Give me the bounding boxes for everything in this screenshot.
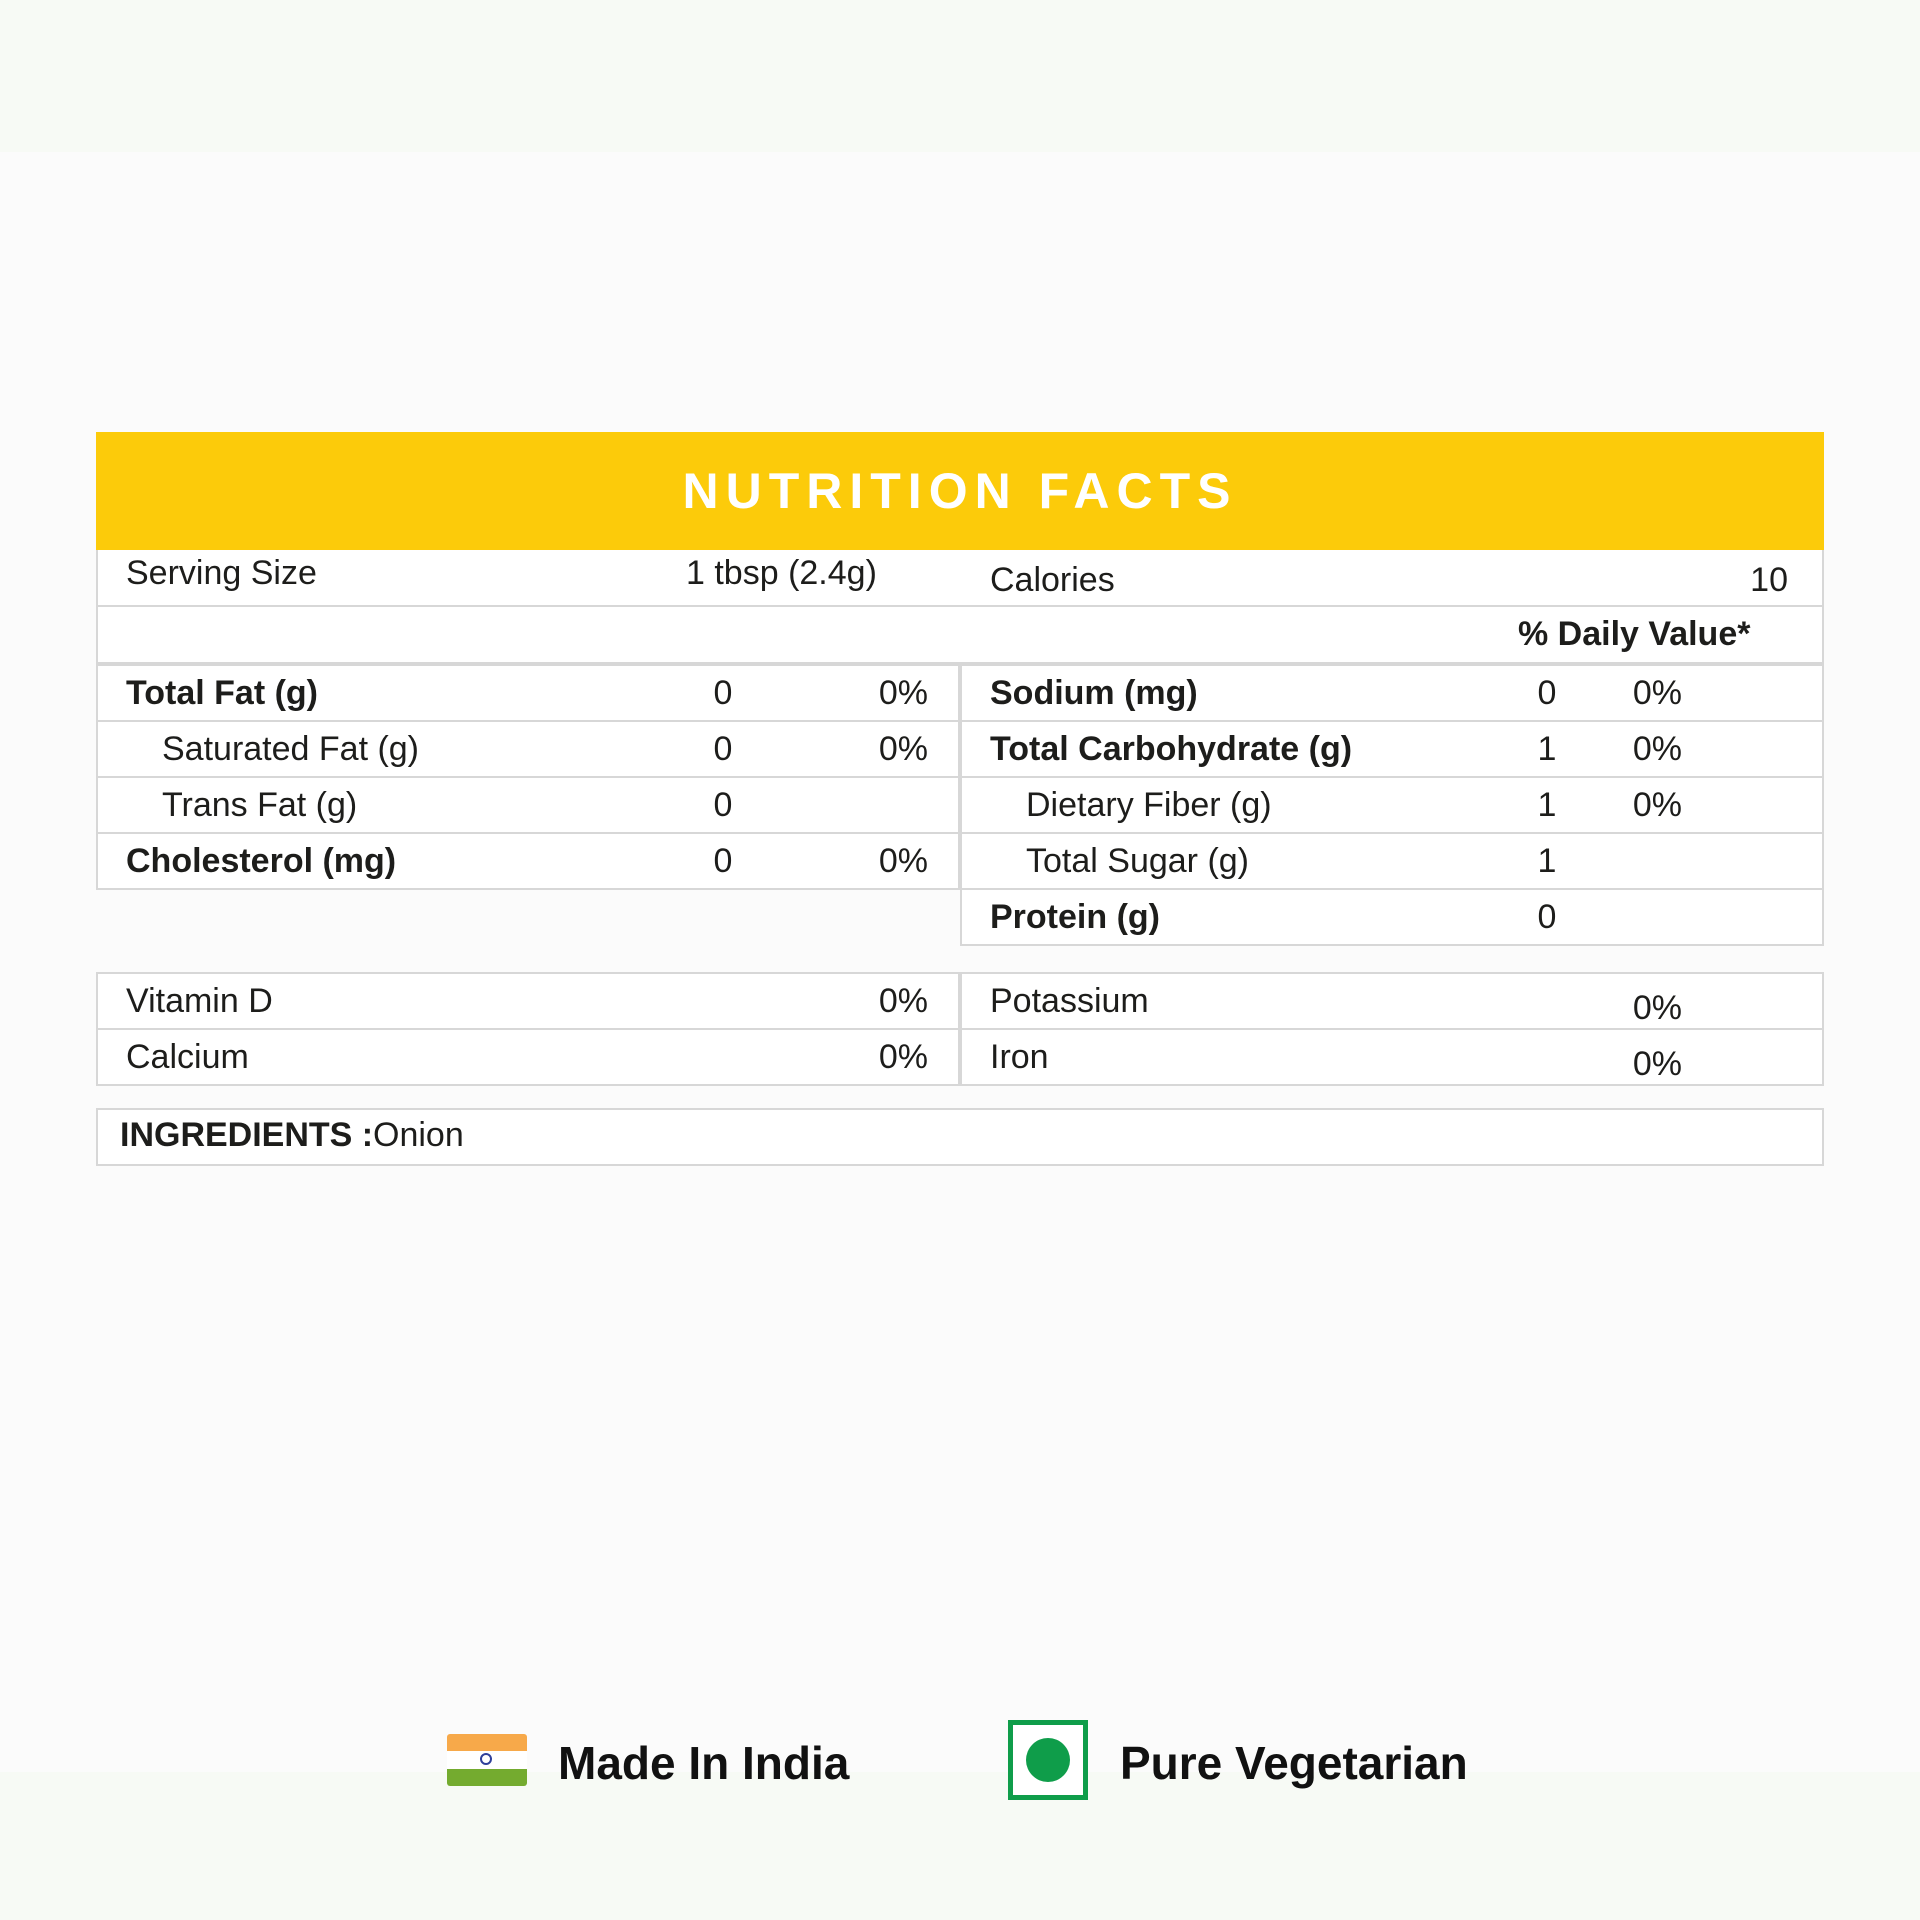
nutrition-title: NUTRITION FACTS [96,432,1824,550]
vitamin-column-left [96,972,960,1086]
vitamin-column-right [960,972,1824,1086]
nutrient-daily-value: 0% [1632,730,1682,768]
nutrient-row [960,834,1824,890]
nutrient-row [960,664,1824,722]
nutrient-column-right [960,664,1824,946]
nutrient-name: Cholesterol (mg) [126,842,397,880]
nutrient-name: Total Fat (g) [126,674,318,712]
vitamin-name: Vitamin D [126,982,273,1020]
nutrient-row [96,834,960,890]
calories-value: 10 [1750,561,1788,599]
india-flag-icon [447,1734,527,1786]
vitamin-row [96,1030,960,1086]
daily-value-header-row [96,607,1824,664]
serving-size-value: 1 tbsp (2.4g) [686,554,877,592]
nutrient-amount: 0 [1537,898,1557,936]
nutrient-amount: 1 [1537,842,1557,880]
nutrient-name: Protein (g) [990,898,1160,936]
nutrient-amount: 1 [1537,786,1557,824]
pure-vegetarian-label: Pure Vegetarian [1120,1737,1468,1789]
nutrient-daily-value: 0% [878,674,928,712]
nutrient-name: Trans Fat (g) [162,786,358,824]
made-in-india-label: Made In India [558,1737,850,1789]
nutrient-row [96,722,960,778]
nutrient-amount: 0 [1537,674,1557,712]
nutrient-daily-value: 0% [878,842,928,880]
ingredients-label: INGREDIENTS : [120,1116,374,1154]
nutrient-name: Saturated Fat (g) [162,730,420,768]
nutrient-amount: 0 [713,842,733,880]
vitamin-daily-value: 0% [1632,1045,1682,1083]
nutrient-daily-value: 0% [878,730,928,768]
nutrient-row [960,778,1824,834]
vitamin-row [960,972,1824,1030]
nutrient-amount: 0 [713,786,733,824]
nutrient-block [96,664,1824,946]
nutrient-name: Sodium (mg) [990,674,1198,712]
nutrient-amount: 1 [1537,730,1557,768]
vitamin-block [96,946,1824,1083]
vitamin-daily-value: 0% [878,982,928,1020]
nutrient-amount: 0 [713,674,733,712]
ingredients-box [96,1108,1824,1166]
nutrient-daily-value: 0% [1632,674,1682,712]
veg-mark-icon [1008,1720,1088,1800]
serving-row [96,550,1824,607]
nutrient-row [96,778,960,834]
ingredients-value: Onion [373,1116,464,1154]
vitamin-row [96,972,960,1030]
vitamin-name: Iron [990,1038,1049,1076]
calories-label: Calories [990,561,1115,599]
badges-row [0,1720,1920,1800]
nutrient-amount: 0 [713,730,733,768]
nutrient-daily-value: 0% [1632,786,1682,824]
vitamin-row [960,1030,1824,1086]
nutrient-name: Total Carbohydrate (g) [990,730,1353,768]
nutrient-row [960,890,1824,946]
vitamin-daily-value: 0% [1632,989,1682,1027]
nutrient-column-left [96,664,960,890]
serving-size-label: Serving Size [126,554,317,592]
vitamin-daily-value: 0% [878,1038,928,1076]
nutrition-panel [96,432,1824,1083]
vitamin-name: Calcium [126,1038,249,1076]
nutrient-row [96,664,960,722]
vitamin-name: Potassium [990,982,1149,1020]
nutrient-name: Dietary Fiber (g) [1026,786,1272,824]
daily-value-header: % Daily Value* [1518,615,1751,653]
nutrient-name: Total Sugar (g) [1026,842,1249,880]
nutrient-row [960,722,1824,778]
